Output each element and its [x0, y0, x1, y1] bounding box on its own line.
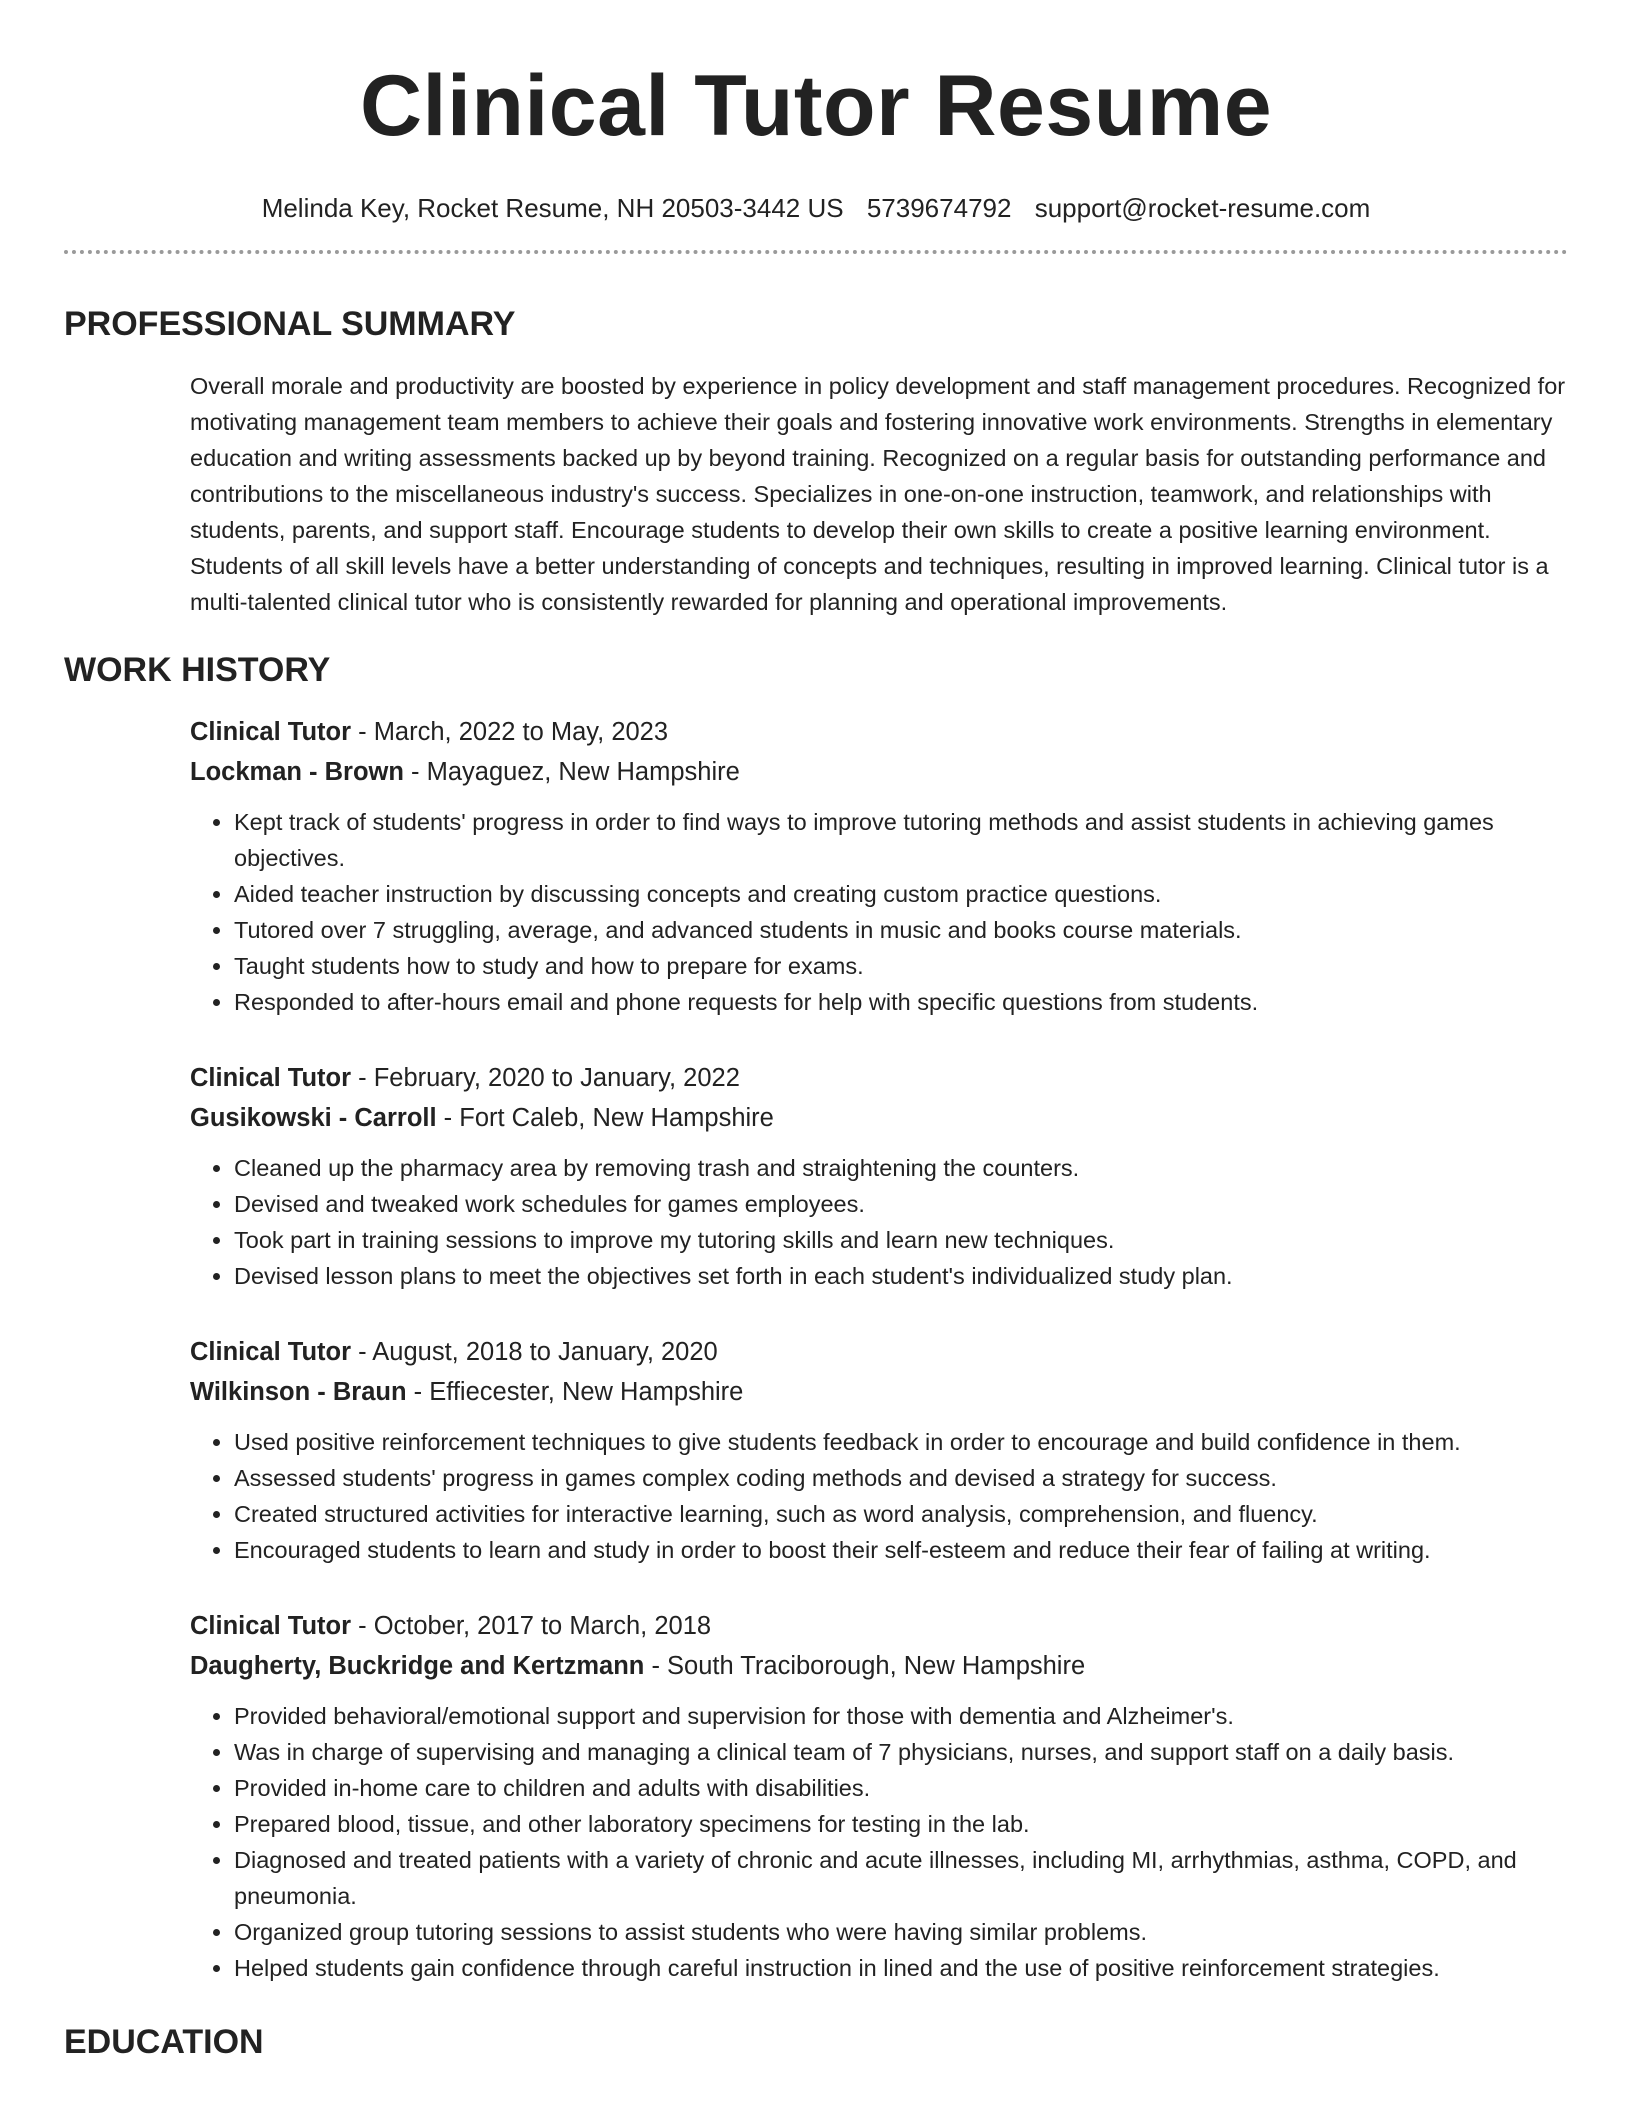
job-bullet: • Responded to after-hours email and phone requests for help with specific questions from students.	[234, 984, 1568, 1020]
job-title-line	[190, 1606, 1568, 1646]
job-company-line	[190, 1646, 1568, 1686]
job-title-line	[190, 1058, 1568, 1098]
job-bullet: • Kept track of students' progress in order to find ways to improve tutoring methods and assist students in achieving games objectives.	[234, 804, 1568, 876]
job-bullet-list	[190, 1150, 1568, 1294]
job-location: - Mayaguez, New Hampshire	[403, 758, 740, 786]
job-company: Lockman - Brown	[190, 758, 404, 786]
job-bullet: • Provided in-home care to children and adults with disabilities.	[234, 1770, 1568, 1806]
job-location: - South Traciborough, New Hampshire	[644, 1652, 1086, 1680]
job-bullet: • Encouraged students to learn and study in order to boost their self-esteem and reduce their fear of failing at writing.	[234, 1532, 1568, 1568]
job-bullet: • Assessed students' progress in games complex coding methods and devised a strategy for success.	[234, 1460, 1568, 1496]
job-company-line	[190, 1372, 1568, 1412]
job-bullet: • Organized group tutoring sessions to assist students who were having similar problems.	[234, 1914, 1568, 1950]
work-history-heading: WORK HISTORY	[64, 651, 331, 689]
header-divider	[64, 250, 1568, 254]
job-bullet: • Used positive reinforcement techniques to give students feedback in order to encourage and build confidence in them.	[234, 1424, 1568, 1460]
contact-address: Melinda Key, Rocket Resume, NH 20503-3442 US	[261, 193, 844, 223]
job-dates: - October, 2017 to March, 2018	[351, 1612, 712, 1640]
job-location: - Fort Caleb, New Hampshire	[436, 1104, 774, 1132]
professional-summary-text: Overall morale and productivity are boosted by experience in policy development and staff management procedures. Recognized for motivating management team members to achieve their goals and fostering innovative work environments. Strengths in elementary education and writing assessments backed up by beyond training. Recognized on a regular basis for outstanding performance and contributions to the miscellaneous industry's success. Specializes in one-on-one instruction, teamwork, and relationships with students, parents, and support staff. Encourage students to develop their own skills to create a positive learning environment. Students of all skill levels have a better understanding of concepts and techniques, resulting in improved learning. Clinical tutor is a multi-talented clinical tutor who is consistently rewarded for planning and operational improvements.	[190, 373, 1566, 615]
education-heading: EDUCATION	[64, 2023, 264, 2061]
job-bullet: • Took part in training sessions to improve my tutoring skills and learn new techniques.	[234, 1222, 1568, 1258]
job-company-line	[190, 752, 1568, 792]
job-bullet-list	[190, 804, 1568, 1020]
job-bullet: • Devised lesson plans to meet the objectives set forth in each student's individualized study plan.	[234, 1258, 1568, 1294]
contact-phone: 5739674792	[866, 193, 1012, 223]
job-title: Clinical Tutor	[190, 1612, 352, 1640]
job-location: - Effiecester, New Hampshire	[406, 1378, 744, 1406]
job-company: Gusikowski - Carroll	[190, 1104, 437, 1132]
job-dates: - March, 2022 to May, 2023	[351, 718, 669, 746]
job-title: Clinical Tutor	[190, 1064, 352, 1092]
job-bullet: • Diagnosed and treated patients with a variety of chronic and acute illnesses, including MI, arrhythmias, asthma, COPD, and pneumonia.	[234, 1842, 1568, 1914]
job-dates: - August, 2018 to January, 2020	[351, 1338, 718, 1366]
job-bullet: • Helped students gain confidence through careful instruction in lined and the use of positive reinforcement strategies.	[234, 1950, 1568, 1986]
job-bullet: • Was in charge of supervising and managing a clinical team of 7 physicians, nurses, and support staff on a daily basis.	[234, 1734, 1568, 1770]
job-title-line	[190, 1332, 1568, 1372]
job-title: Clinical Tutor	[190, 1338, 352, 1366]
job-title: Clinical Tutor	[190, 718, 352, 746]
resume-page	[64, 0, 1568, 2062]
job-company: Wilkinson - Braun	[190, 1378, 407, 1406]
job-bullet: • Taught students how to study and how to prepare for exams.	[234, 948, 1568, 984]
job-company: Daugherty, Buckridge and Kertzmann	[190, 1652, 645, 1680]
job-dates: - February, 2020 to January, 2022	[351, 1064, 740, 1092]
professional-summary-heading: PROFESSIONAL SUMMARY	[64, 305, 516, 343]
job-entry	[190, 1606, 1568, 1986]
job-entry	[190, 712, 1568, 1020]
job-bullet: • Tutored over 7 struggling, average, and advanced students in music and books course materials.	[234, 912, 1568, 948]
job-company-line	[190, 1098, 1568, 1138]
job-bullet: • Prepared blood, tissue, and other laboratory specimens for testing in the lab.	[234, 1806, 1568, 1842]
job-bullet: • Cleaned up the pharmacy area by removing trash and straightening the counters.	[234, 1150, 1568, 1186]
job-bullet: • Devised and tweaked work schedules for games employees.	[234, 1186, 1568, 1222]
job-entry	[190, 1058, 1568, 1294]
contact-line	[64, 192, 1568, 224]
resume-title: Clinical Tutor Resume	[359, 58, 1273, 154]
job-entry	[190, 1332, 1568, 1568]
job-bullet: • Created structured activities for interactive learning, such as word analysis, comprehension, and fluency.	[234, 1496, 1568, 1532]
job-bullet: • Provided behavioral/emotional support and supervision for those with dementia and Alzheimer's.	[234, 1698, 1568, 1734]
job-bullet-list	[190, 1698, 1568, 1986]
job-title-line	[190, 712, 1568, 752]
contact-email: support@rocket-resume.com	[1034, 193, 1371, 223]
job-bullet-list	[190, 1424, 1568, 1568]
job-bullet: • Aided teacher instruction by discussing concepts and creating custom practice questions.	[234, 876, 1568, 912]
